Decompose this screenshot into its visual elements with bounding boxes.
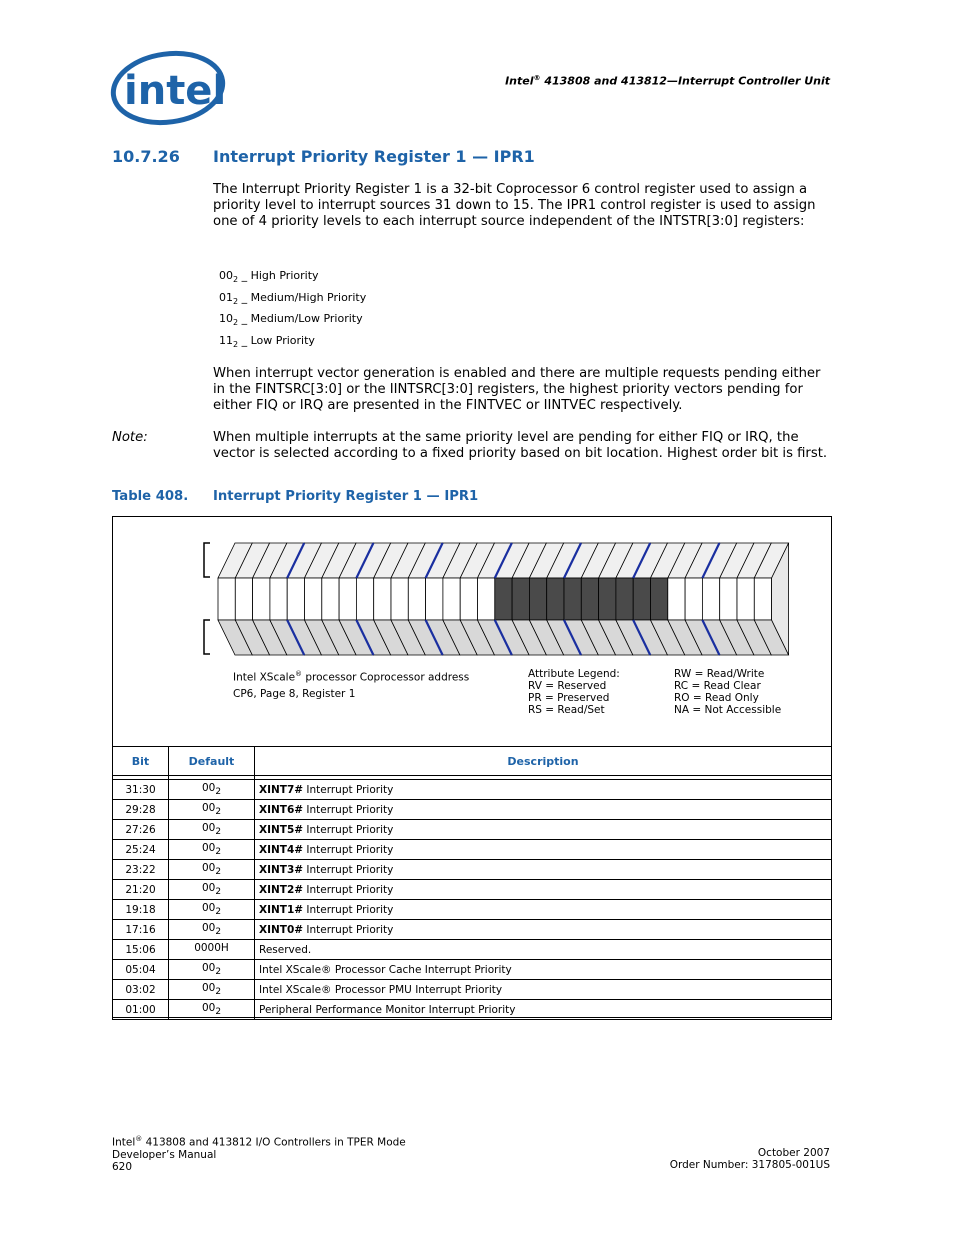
footer-left: Intel® 413808 and 413812 I/O Controllers in TPER Mode Developer’s Manual 620 [112,1135,406,1173]
bracket-bottom [204,620,210,654]
default-cell: $00_2$ [169,1000,255,1020]
intel-logo [110,48,228,130]
register-bit-diagram [200,540,790,658]
table-row [113,1000,832,1020]
bit-cell [391,578,408,620]
bit-cell [668,578,685,620]
bit-cell [478,578,495,620]
description-cell: XINT6# Interrupt Priority [255,800,832,820]
default-cell: $00_2$ [169,880,255,900]
bit-cell: 05:04 [113,960,169,980]
description-cell: Intel XScale® Processor PMU Interrupt Priority [255,980,832,1000]
bit-cell: 19:18 [113,900,169,920]
bit-cell: 15:06 [113,940,169,960]
table-row [113,880,832,900]
bit-cell [322,578,339,620]
priority-item: $11_2$ _ Low Priority [219,334,315,350]
table-row [113,780,832,800]
description-cell: XINT1# Interrupt Priority [255,900,832,920]
table-row [113,980,832,1000]
bit-cell: 29:28 [113,800,169,820]
bit-cell [443,578,460,620]
attribute-legend-right: RW = Read/Write RC = Read Clear RO = Read Only NA = Not Accessible [674,668,782,716]
bit-cell [737,578,754,620]
bit-cell [270,578,287,620]
bit-cell [651,578,668,620]
bit-cell [599,578,616,620]
table-row [113,800,832,820]
bit-cell [287,578,304,620]
default-cell: 0000H [169,940,255,960]
table-number: Table 408. [112,489,189,504]
bit-cell [547,578,564,620]
section-title: Interrupt Priority Register 1 — IPR1 [213,147,535,166]
bit-cell [495,578,512,620]
bit-cell [460,578,477,620]
register-fields-table [112,746,832,1020]
bit-cell [374,578,391,620]
page-number: 620 [112,1160,133,1173]
bit-cell: 23:22 [113,860,169,880]
default-column-header: Default [169,747,255,776]
bit-cell [720,578,737,620]
table-caption [112,489,478,504]
attribute-legend-left: Attribute Legend: RV = Reserved PR = Preserved RS = Read/Set [528,668,620,716]
bit-cell [339,578,356,620]
section-heading [112,147,535,166]
default-cell: $00_2$ [169,780,255,800]
description-cell: Intel XScale® Processor Cache Interrupt Priority [255,960,832,980]
table-row [113,940,832,960]
description-cell: XINT3# Interrupt Priority [255,860,832,880]
default-cell: $00_2$ [169,800,255,820]
bit-cell [235,578,252,620]
default-cell: $00_2$ [169,840,255,860]
bit-cell: 25:24 [113,840,169,860]
default-cell: $00_2$ [169,920,255,940]
bit-cell: 27:26 [113,820,169,840]
bit-cell [616,578,633,620]
bit-cell: 01:00 [113,1000,169,1020]
bit-cell [426,578,443,620]
bit-cell: 31:30 [113,780,169,800]
note-label: Note: [112,430,148,445]
footer-right: October 2007 Order Number: 317805-001US [669,1147,830,1171]
bit-cell: 21:20 [113,880,169,900]
intro-paragraph: The Interrupt Priority Register 1 is a 32-bit Coprocessor 6 control register used to assign a priority level to interrupt sources 31 down to 15. The IPR1 control register is used to assign one of 4 priority levels to each interrupt source independent of the INTSTR[3:0] registers: [213,182,816,229]
description-cell: XINT0# Interrupt Priority [255,920,832,940]
description-cell: XINT4# Interrupt Priority [255,840,832,860]
default-cell: $00_2$ [169,980,255,1000]
bit-cell [702,578,719,620]
bit-cell: 17:16 [113,920,169,940]
bit-cell [754,578,771,620]
priority-item: $00_2$ _ High Priority [219,269,319,285]
bit-cell [564,578,581,620]
description-cell: Reserved. [255,940,832,960]
bit-cell [581,578,598,620]
table-header-row [113,747,832,776]
table-title: Interrupt Priority Register 1 — IPR1 [213,489,479,504]
bit-cell [512,578,529,620]
logo-text: intel [124,68,227,114]
header-title: Intel® 413808 and 413812—Interrupt Controller Unit [505,74,830,88]
bit-cell [685,578,702,620]
bit-cell [218,578,235,620]
table-row [113,960,832,980]
default-cell: $00_2$ [169,820,255,840]
default-cell: $00_2$ [169,960,255,980]
priority-item: $10_2$ _ Medium/Low Priority [219,312,363,328]
bit-cell [529,578,546,620]
bit-cell [253,578,270,620]
bit-column-header: Bit [113,747,169,776]
bracket-top [204,543,210,577]
pending-paragraph: When interrupt vector generation is enabled and there are multiple requests pending either in the FINTSRC[3:0] or the IINTSRC[3:0] registers, the highest priority vectors pending for either FIQ or IRQ are presented in the FINTVEC or IINTVEC respectively. [213,366,821,413]
bit-cell [408,578,425,620]
description-cell: XINT7# Interrupt Priority [255,780,832,800]
description-column-header: Description [255,747,832,776]
table-row [113,840,832,860]
table-row [113,820,832,840]
coprocessor-address-label: Intel XScale® processor Coprocessor address CP6, Page 8, Register 1 [233,670,470,700]
table-row [113,860,832,880]
bit-cell [633,578,650,620]
note-paragraph: When multiple interrupts at the same priority level are pending for either FIQ or IRQ, the vector is selected according to a fixed priority based on bit location. Highest order bit is first. [213,430,828,461]
bit-cell [356,578,373,620]
description-cell: Peripheral Performance Monitor Interrupt Priority [255,1000,832,1020]
table-row [113,900,832,920]
table-row [113,920,832,940]
priority-item: $01_2$ _ Medium/High Priority [219,291,367,307]
description-cell: XINT2# Interrupt Priority [255,880,832,900]
bit-cell: 03:02 [113,980,169,1000]
description-cell: XINT5# Interrupt Priority [255,820,832,840]
section-number: 10.7.26 [112,147,180,166]
bit-cell [305,578,322,620]
default-cell: $00_2$ [169,860,255,880]
default-cell: $00_2$ [169,900,255,920]
